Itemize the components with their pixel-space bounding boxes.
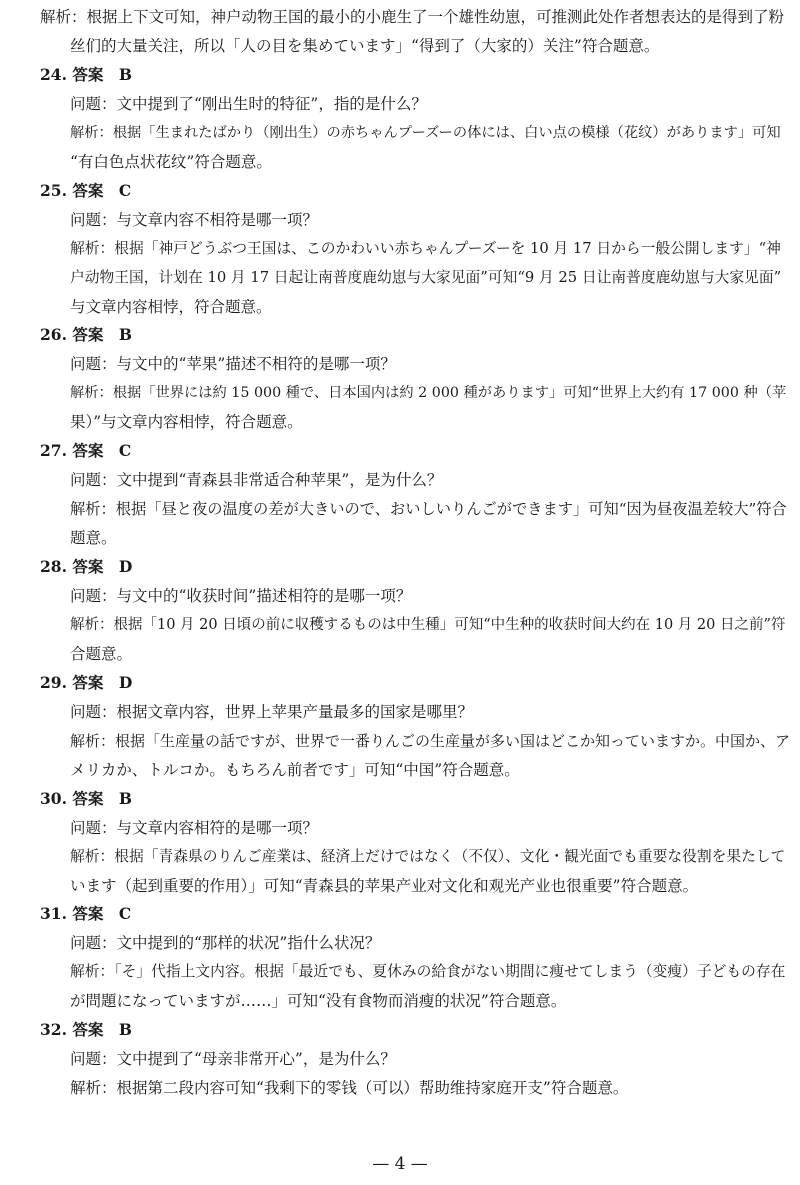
text-line: 问题：文中提到的“那样的状况”指什么状况？	[70, 934, 381, 953]
text-line: 解析：根据「世界には約 15 000 種で、日本国内は約 2 000 種があります」可知“世界上大约有 17 000 种（苹	[70, 385, 787, 402]
page-number: — 4 —	[372, 1154, 428, 1174]
answer-heading: 32. 答案 B	[40, 1020, 132, 1040]
text-line: “有白色点状花纹”符合题意。	[70, 152, 272, 171]
answer-heading: 28. 答案 D	[40, 557, 133, 576]
text-line: 问题：文中提到了“母亲非常开心”，是为什么？	[70, 1050, 396, 1069]
text-line: 解析：根据「10 月 20 日頃の前に収穫するものは中生種」可知“中生种的收获时间大约在 10 月 20 日之前”符	[70, 616, 786, 633]
text-line: 解析：根据「生産量の話ですが、世界で一番りんごの生産量が多い国はどこか知っていますか。中国か、ア	[70, 731, 791, 750]
text-line: 问题：根据文章内容，世界上苹果产量最多的国家是哪里？	[70, 702, 474, 721]
text-line: 解析：根据上下文可知，神户动物王国的最小的小鹿生了一个雄性幼崽，可推测此处作者想表达的是得到了粉	[40, 8, 785, 26]
answer-heading: 31. 答案 C	[40, 904, 132, 924]
text-line: 丝们的大量关注，所以「人の目を集めています」“得到了（大家的）关注”符合题意。	[70, 37, 660, 55]
text-line: 问题：与文章内容不相符是哪一项？	[70, 210, 319, 229]
text-line: 解析：根据第二段内容可知“我剩下的零钱（可以）帮助维持家庭开支”符合题意。	[70, 1079, 629, 1098]
text-line: 问题：文中提到“青森县非常适合种苹果”，是为什么？	[70, 471, 443, 490]
answer-heading: 26. 答案 B	[40, 325, 132, 345]
text-line: 户动物王国，计划在 10 月 17 日起让南普度鹿幼崽与大家见面”可知“9 月 25 日让南普度鹿幼崽与大家见面”	[70, 268, 782, 286]
text-line: 解析：「そ」代指上文内容。根据「最近でも、夏休みの給食がない期間に痩せてしまう（变瘦）子どもの存在	[70, 963, 786, 981]
text-line: 与文章内容相悖，符合题意。	[70, 297, 272, 316]
text-line: 果）”与文章内容相悖，符合题意。	[70, 413, 303, 432]
text-line: 解析：根据「昼と夜の温度の差が大きいので、おいしいりんごができます」可知“因为昼夜温差较大”符合	[70, 500, 787, 519]
answer-heading: 24. 答案 B	[40, 64, 132, 84]
text-line: メリカか、トルコか。もちろん前者です」可知“中国”符合题意。	[70, 760, 520, 779]
text-line: います（起到重要的作用）」可知“青森县的苹果产业对文化和观光产业也很重要”符合题意。	[70, 876, 699, 895]
answer-heading: 25. 答案 C	[40, 180, 132, 200]
text-line: 解析：根据「神戸どうぶつ王国は、このかわいい赤ちゃんプーズーを 10 月 17 日から一般公開します」“神	[70, 239, 781, 257]
answer-heading: 30. 答案 B	[40, 788, 132, 808]
text-line: が問題になっていますが……」可知“没有食物而消瘦的状况”符合题意。	[70, 992, 567, 1011]
text-line: 问题：文中提到了“刚出生时的特征”，指的是什么？	[70, 94, 427, 113]
text-line: 解析：根据「青森県のりんご産業は、経済上だけではなく（不仅）、文化・観光面でも重要な役割を果たして	[70, 847, 786, 865]
answer-heading: 27. 答案 C	[40, 441, 132, 461]
text-line: 解析：根据「生まれたばかり（刚出生）の赤ちゃんプーズーの体には、白い点の模様（花纹）があります」可知	[70, 124, 781, 141]
text-line: 题意。	[70, 529, 117, 548]
answer-heading: 29. 答案 D	[40, 672, 133, 692]
text-line: 问题：与文中的“苹果”描述不相符的是哪一项？	[70, 355, 396, 374]
text-line: 问题：与文中的“收获时间”描述相符的是哪一项？	[70, 587, 412, 605]
text-line: 合题意。	[70, 644, 133, 663]
text-line: 问题：与文章内容相符的是哪一项？	[70, 818, 319, 837]
